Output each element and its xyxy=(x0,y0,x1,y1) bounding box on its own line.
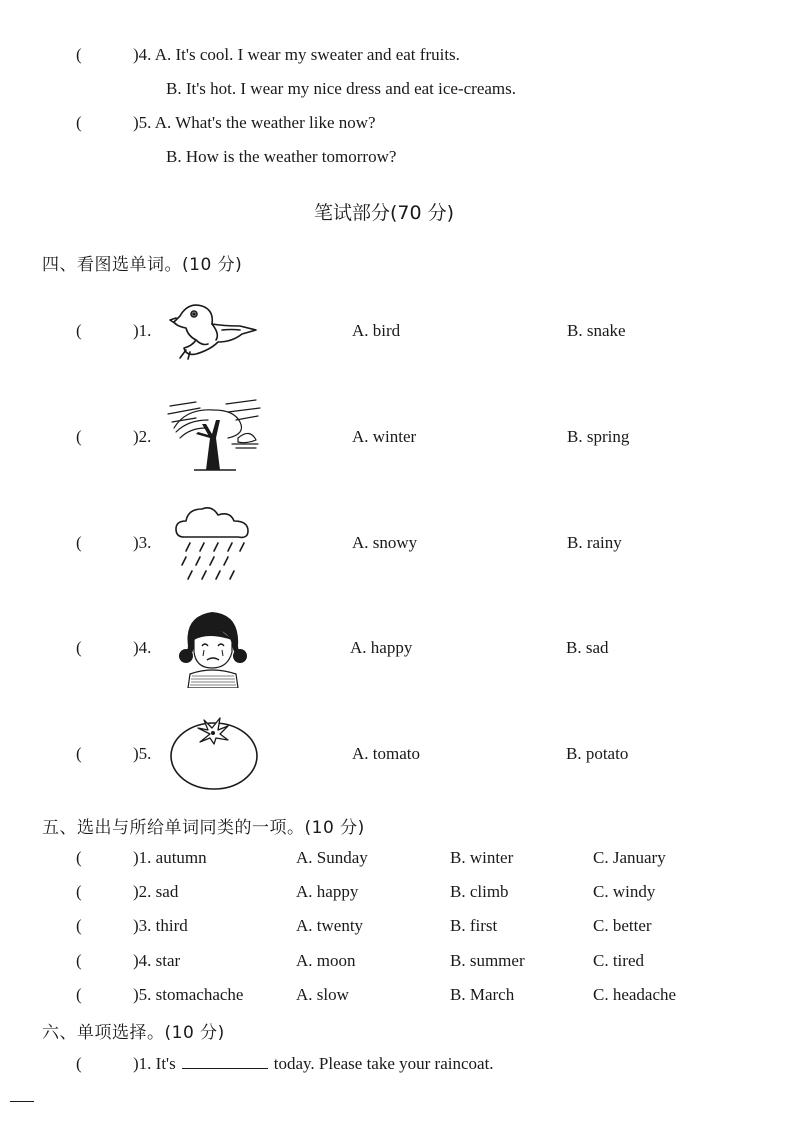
option-a: A. twenty xyxy=(296,916,364,935)
option-a: A. Sunday xyxy=(296,848,368,867)
option-b: B. winter xyxy=(450,848,514,867)
answer-paren[interactable]: ( xyxy=(76,1054,82,1073)
question-number: 5. xyxy=(138,113,152,132)
option-c: C. windy xyxy=(593,882,656,901)
close-paren: ) xyxy=(133,113,139,132)
option-c: C. tired xyxy=(593,951,644,970)
option-b: B. It's hot. I wear my nice dress and eat ice-creams. xyxy=(166,79,517,98)
option-c: C. headache xyxy=(593,985,677,1004)
answer-paren[interactable]: ( xyxy=(76,916,82,935)
option-b: B. summer xyxy=(450,951,525,970)
option-b: B. first xyxy=(450,916,498,935)
question-number: )2. xyxy=(133,427,152,446)
option-b: B. spring xyxy=(567,427,630,446)
question-text xyxy=(133,1054,494,1074)
question-stem-end: today. Please take your raincoat. xyxy=(273,1054,494,1073)
option-b: B. climb xyxy=(450,882,509,901)
crying-girl-icon xyxy=(178,606,248,688)
answer-paren[interactable]: ( xyxy=(76,113,82,132)
option-a: A. snowy xyxy=(352,533,418,552)
option-c: C. better xyxy=(593,916,652,935)
option-a: A. slow xyxy=(296,985,349,1004)
option-c: C. January xyxy=(593,848,666,867)
option-b: B. rainy xyxy=(567,533,622,552)
option-a: A. winter xyxy=(352,427,417,446)
answer-paren[interactable]: ( xyxy=(76,638,82,657)
option-b: B. potato xyxy=(566,744,629,763)
page-edge-rule xyxy=(10,1101,34,1102)
answer-paren[interactable]: ( xyxy=(76,951,82,970)
option-b: B. snake xyxy=(567,321,626,340)
option-a: A. What's the weather like now? xyxy=(154,113,376,132)
option-b: B. How is the weather tomorrow? xyxy=(166,147,397,166)
question-word: )3. third xyxy=(133,916,188,935)
bird-icon xyxy=(166,296,260,360)
option-a: A. bird xyxy=(352,321,401,340)
answer-paren[interactable]: ( xyxy=(76,427,82,446)
answer-paren[interactable]: ( xyxy=(76,744,82,763)
question-number: 4. xyxy=(138,45,152,64)
answer-paren[interactable]: ( xyxy=(76,533,82,552)
option-a: A. happy xyxy=(296,882,359,901)
answer-paren[interactable]: ( xyxy=(76,882,82,901)
question-number: )1. xyxy=(133,321,152,340)
rain-cloud-icon xyxy=(172,503,254,581)
option-a: A. tomato xyxy=(352,744,420,763)
answer-blank[interactable] xyxy=(182,1054,268,1069)
close-paren: ) xyxy=(133,45,139,64)
answer-paren[interactable]: ( xyxy=(76,45,82,64)
question-number: )5. xyxy=(133,744,152,763)
question-text xyxy=(133,45,460,65)
question-stem: )1. It's xyxy=(133,1054,176,1073)
answer-paren[interactable]: ( xyxy=(76,985,82,1004)
written-part-title: 笔试部分(70 分) xyxy=(314,202,455,224)
section6-title: 六、单项选择。(10 分) xyxy=(42,1023,225,1043)
question-number: )4. xyxy=(133,638,152,657)
option-a: A. moon xyxy=(296,951,356,970)
tomato-icon xyxy=(168,712,260,792)
section4-title: 四、看图选单词。(10 分) xyxy=(42,255,243,275)
question-text xyxy=(133,113,376,133)
question-number: )3. xyxy=(133,533,152,552)
question-word: )1. autumn xyxy=(133,848,207,867)
option-a: A. It's cool. I wear my sweater and eat fruits. xyxy=(154,45,460,64)
question-word: )5. stomachache xyxy=(133,985,244,1004)
option-b: B. March xyxy=(450,985,515,1004)
answer-paren[interactable]: ( xyxy=(76,848,82,867)
option-a: A. happy xyxy=(350,638,413,657)
question-word: )4. star xyxy=(133,951,181,970)
section5-title: 五、选出与所给单词同类的一项。(10 分) xyxy=(42,818,365,838)
question-word: )2. sad xyxy=(133,882,179,901)
windy-tree-icon xyxy=(166,398,262,472)
option-b: B. sad xyxy=(566,638,609,657)
answer-paren[interactable]: ( xyxy=(76,321,82,340)
